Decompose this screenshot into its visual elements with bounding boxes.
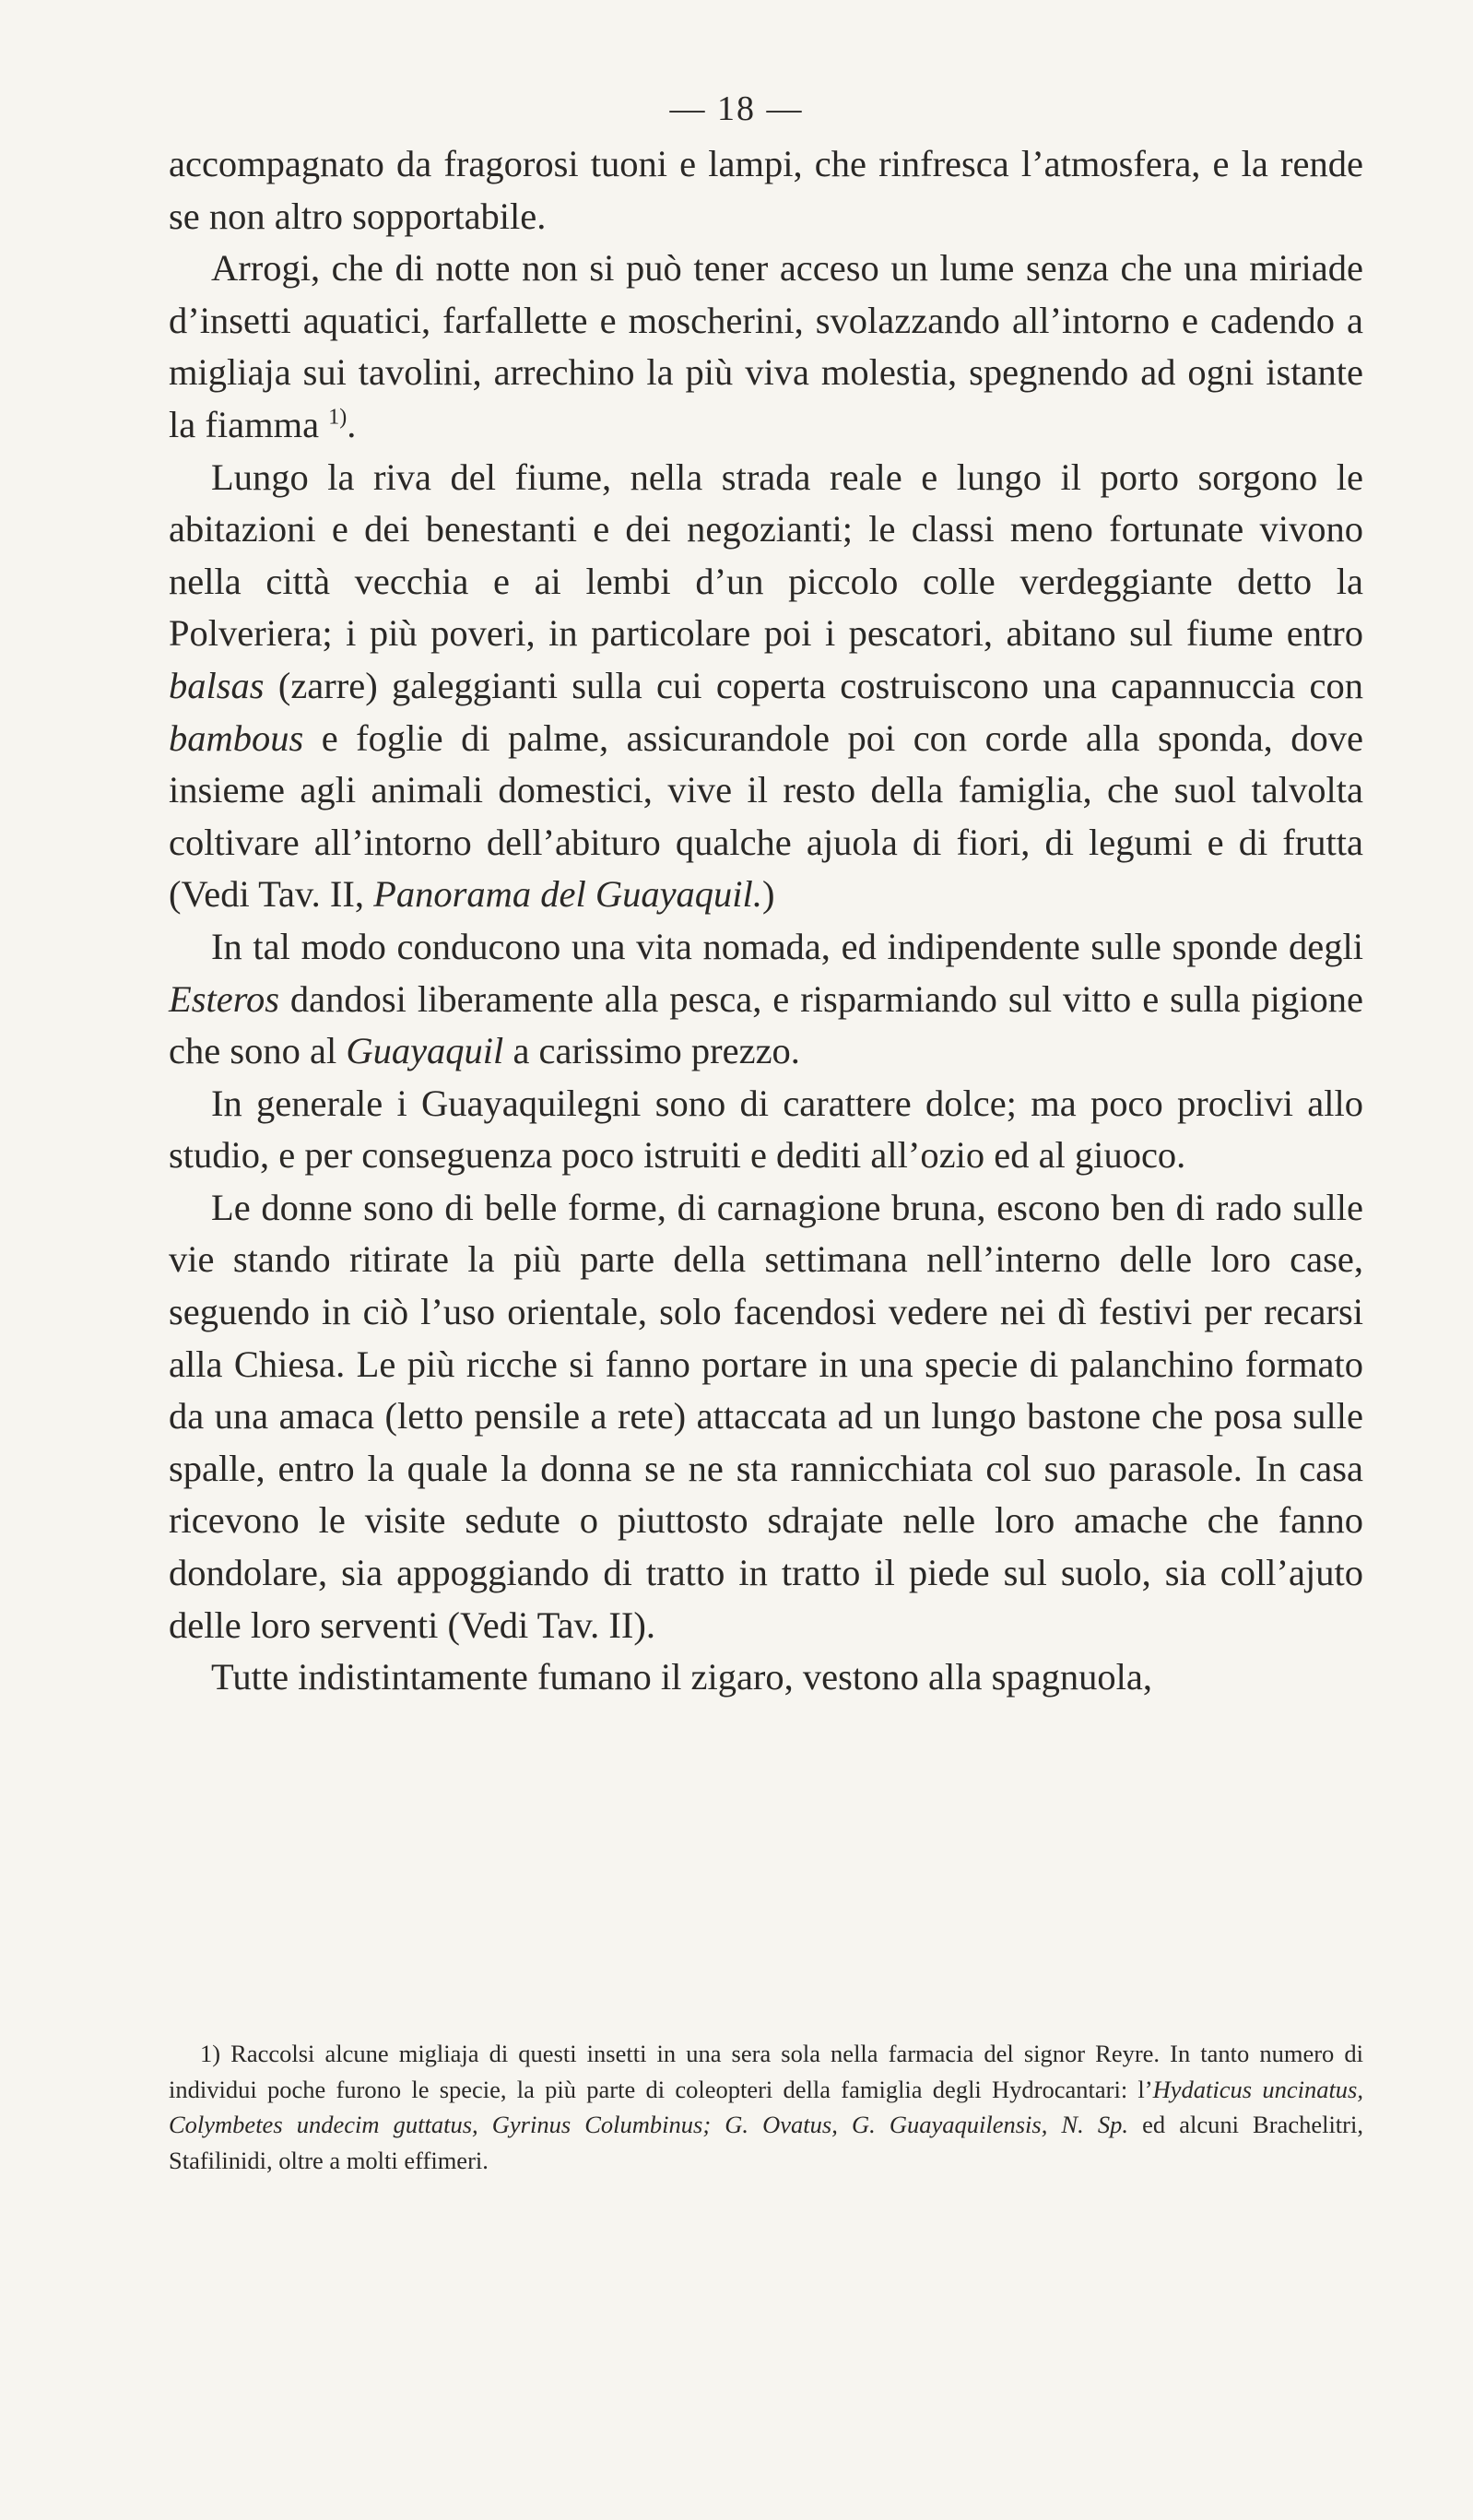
page-number: — 18 — — [669, 89, 804, 128]
paragraph-7: Tutte indistintamente fumano il zigaro, vestono alla spagnuola, — [211, 1656, 1152, 1698]
footnote — [169, 2036, 1363, 2178]
footnote-part-b: ed alcuni Brachelitri, Stafilinidi, oltre a molti effimeri. — [169, 2111, 1363, 2174]
paragraph-4 — [169, 921, 1363, 1078]
italic-balsas: balsas — [169, 664, 265, 706]
paragraph-6: Le donne sono di belle forme, di carnagione bruna, escono ben di rado sulle vie stando ritirate la più parte della settimana nell’interno delle loro case, seguendo in ciò l’uso orientale, solo facendosi vedere nei dì festivi per recarsi alla Chiesa. Le più ricche si fanno portare in una specie di palanchino formato da una amaca (letto pensile a rete) attaccata ad un lungo bastone che posa sulle spalle, entro la quale la donna se ne sta rannicchiata col suo parasole. In casa ricevono le visite sedute o piuttosto sdrajate nelle loro amache che fanno dondolare, sia appoggiando di tratto in tratto il piede sul suolo, sia coll’ajuto delle loro serventi (Vedi Tav. II). — [169, 1186, 1363, 1646]
italic-bambous: bambous — [169, 716, 304, 759]
paragraph-1: accompagnato da fragorosi tuoni e lampi, che rinfresca l’atmosfera, e la rende se non altro sopportabile. — [169, 143, 1363, 237]
footnote-species: Hydaticus uncinatus, Colymbetes undecim guttatus, Gyrinus Columbinus; G. Ovatus, G. Guayaquilensis, N. Sp. — [169, 2075, 1363, 2139]
paragraph-3 — [169, 452, 1363, 921]
paragraph-2-end: . — [347, 403, 357, 445]
body-text — [169, 138, 1363, 1704]
paragraph-3-part-b: (zarre) galeggianti sulla cui coperta costruiscono una capannuccia con — [264, 664, 1363, 706]
italic-esteros: Esteros — [169, 977, 279, 1020]
paragraph-3-part-a: Lungo la riva del fiume, nella strada reale e lungo il porto sorgono le abitazioni e dei benestanti e dei negozianti; le classi meno fortunate vivono nella città vecchia e ai lembi d’un piccolo colle verdeggiante detto la Polveriera; i più poveri, in particolare poi i pescatori, abitano sul fiume entro — [169, 455, 1363, 655]
footnote-part-a: 1) Raccolsi alcune migliaja di questi insetti in una sera sola nella farmacia del signor Reyre. In tanto numero di individui poche furono le specie, la più parte di coleopteri della famiglia degli Hydrocantari: l’ — [169, 2040, 1363, 2103]
footnote-text — [169, 2036, 1363, 2178]
paragraph-4-part-b: dandosi liberamente alla pesca, e risparmiando sul vitto e sulla pigione che sono al — [169, 977, 1363, 1072]
italic-panorama: Panorama del Guayaquil. — [373, 873, 762, 916]
footnote-reference: 1) — [328, 405, 348, 430]
paragraph-3-part-d: ) — [761, 873, 775, 916]
paragraph-4-part-a: In tal modo conducono una vita nomada, ed indipendente sulle sponde degli — [211, 925, 1363, 967]
paragraph-5: In generale i Guayaquilegni sono di carattere dolce; ma poco proclivi allo studio, e per conseguenza poco istruiti e dediti all’ozio ed al giuoco. — [169, 1082, 1363, 1177]
paragraph-3-part-c: e foglie di palme, assicurandole poi con corde alla sponda, dove insieme agli animali domestici, vive il resto della famiglia, che suol talvolta coltivare all’intorno dell’abituro qualche ajuola di fiori, di legumi e di frutta (Vedi Tav. II, — [169, 716, 1363, 916]
paragraph-2 — [169, 243, 1363, 451]
italic-guayaquil: Guayaquil — [346, 1030, 504, 1072]
paragraph-2-text: Arrogi, che di notte non si può tener acceso un lume senza che una miriade d’insetti aquatici, farfallette e moscherini, svolazzando all’intorno e cadendo a migliaja sui tavolini, arrechino la più viva molestia, spegnendo ad ogni istante la fiamma — [169, 247, 1363, 445]
paragraph-4-part-c: a carissimo prezzo. — [503, 1030, 800, 1072]
